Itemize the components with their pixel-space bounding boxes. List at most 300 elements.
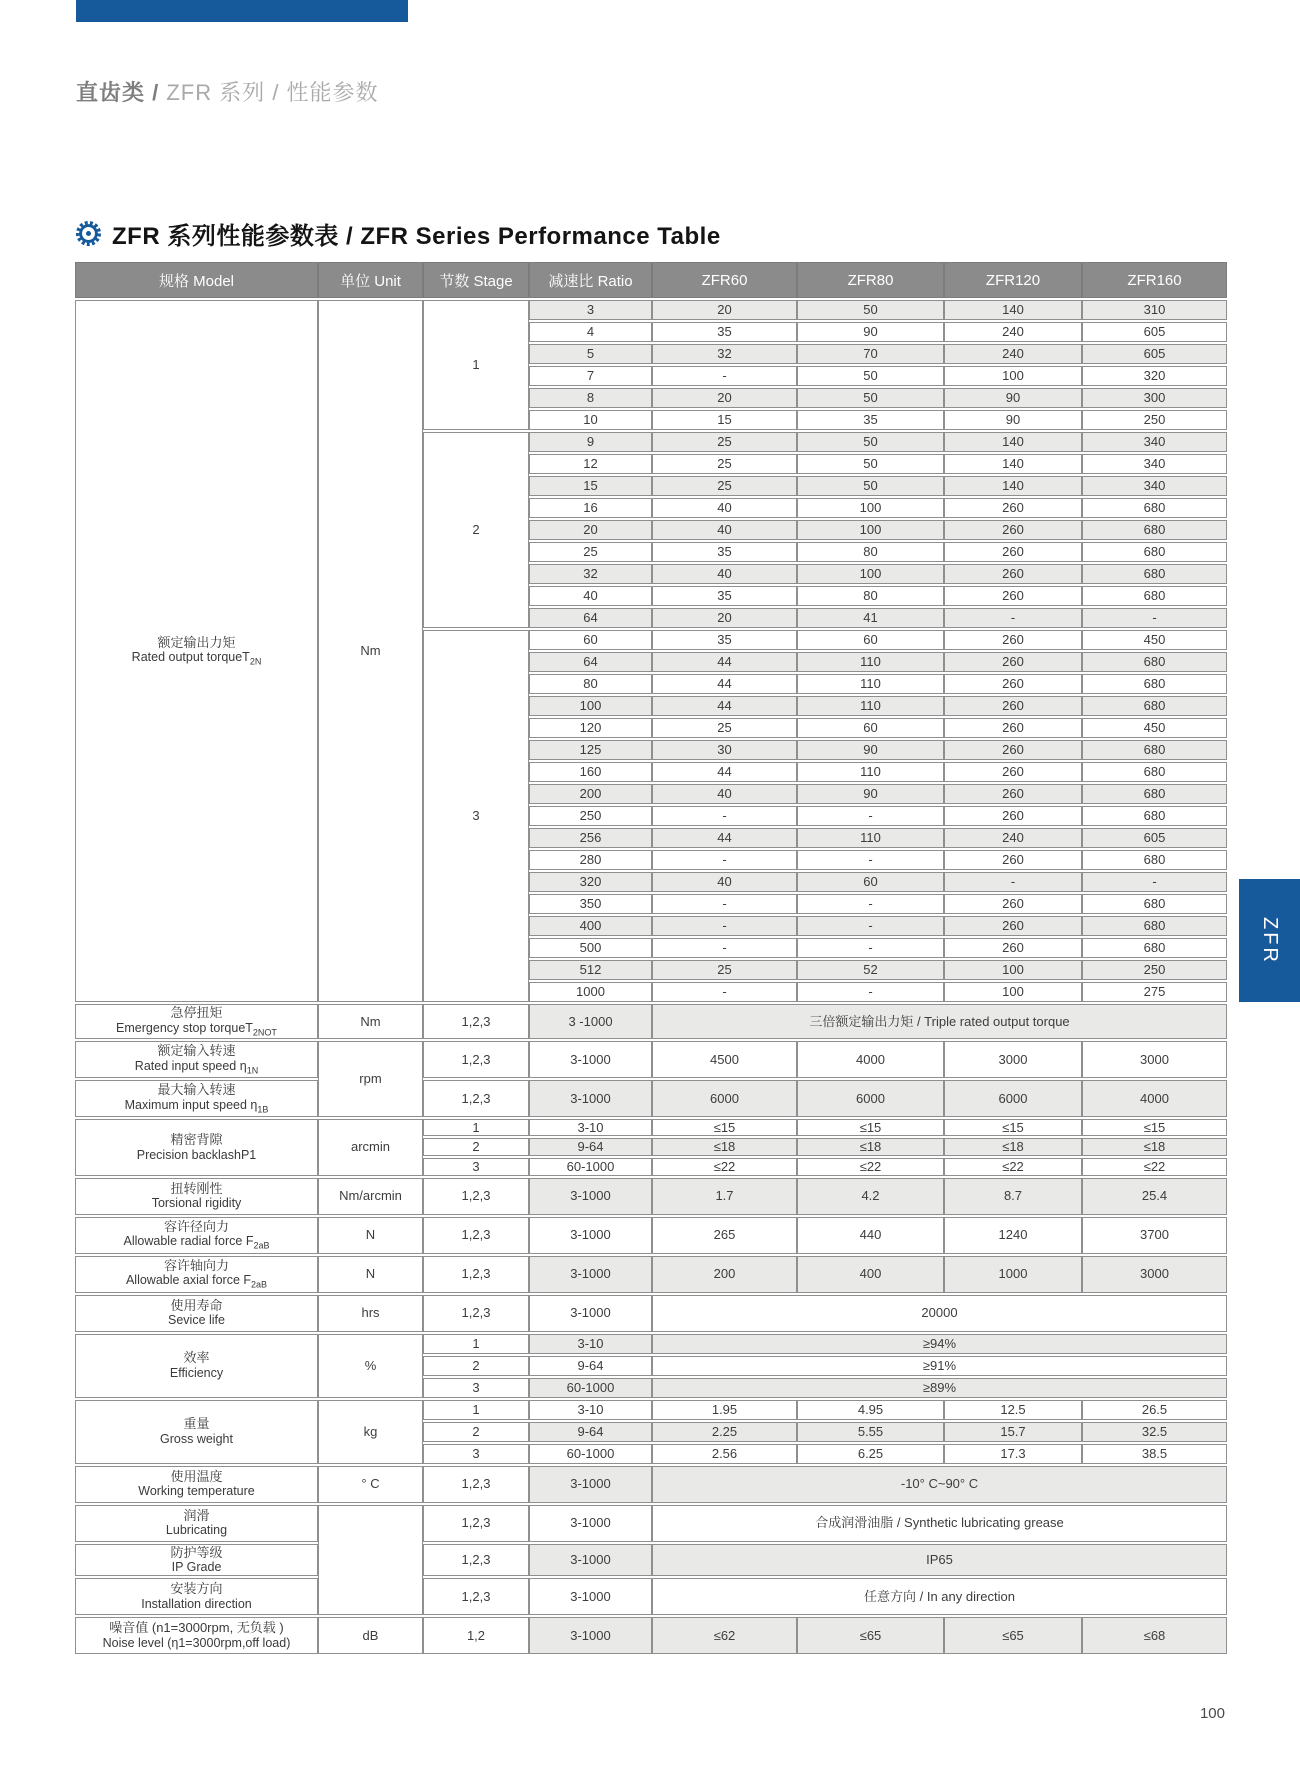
value-cell: 4000 <box>1082 1080 1227 1117</box>
value-cell: ≤15 <box>944 1119 1082 1137</box>
value-cell: 44 <box>652 762 797 782</box>
unit-cell: rpm <box>318 1041 423 1117</box>
value-cell: 35 <box>652 586 797 606</box>
ratio-cell: 32 <box>529 564 652 584</box>
value-cell: 40 <box>652 784 797 804</box>
value-cell: 3700 <box>1082 1217 1227 1254</box>
value-cell: 20 <box>652 300 797 320</box>
page-number: 100 <box>1199 1705 1225 1722</box>
table-row <box>75 1400 1227 1420</box>
ratio-cell: 3-1000 <box>529 1080 652 1117</box>
ratio-cell: 60-1000 <box>529 1444 652 1464</box>
ratio-cell: 40 <box>529 586 652 606</box>
ratio-cell: 25 <box>529 542 652 562</box>
unit-cell: arcmin <box>318 1119 423 1176</box>
value-cell: 44 <box>652 828 797 848</box>
table-row <box>75 1505 1227 1542</box>
ratio-cell: 16 <box>529 498 652 518</box>
value-cell: - <box>944 872 1082 892</box>
stage-cell: 3 <box>423 1158 529 1176</box>
value-cell: 3000 <box>1082 1041 1227 1078</box>
stage-cell: 1 <box>423 1400 529 1420</box>
value-cell: 260 <box>944 784 1082 804</box>
value-cell: 70 <box>797 344 944 364</box>
ratio-cell: 20 <box>529 520 652 540</box>
spec-label-cell: 精密背隙 Precision backlashP1 <box>75 1119 318 1176</box>
ratio-cell: 60-1000 <box>529 1158 652 1176</box>
unit-cell: N <box>318 1256 423 1293</box>
value-cell: 200 <box>652 1256 797 1293</box>
value-cell: 260 <box>944 850 1082 870</box>
ratio-cell: 5 <box>529 344 652 364</box>
value-cell: 50 <box>797 388 944 408</box>
spec-label-cell: 容许轴向力 Allowable axial force $F_{2aB}$ <box>75 1256 318 1293</box>
ratio-cell: 9-64 <box>529 1138 652 1156</box>
value-cell: 32.5 <box>1082 1422 1227 1442</box>
ratio-cell: 512 <box>529 960 652 980</box>
value-cell: 110 <box>797 652 944 672</box>
value-cell: 50 <box>797 300 944 320</box>
ratio-cell: 12 <box>529 454 652 474</box>
value-cell: 90 <box>797 740 944 760</box>
value-cell: 260 <box>944 498 1082 518</box>
value-cell: 110 <box>797 828 944 848</box>
table-row <box>75 1080 1227 1117</box>
stage-cell: 3 <box>423 1378 529 1398</box>
spec-label-cell: 噪音值 (n1=3000rpm, 无负载 ) Noise level (η1=3000rpm,off load) <box>75 1617 318 1654</box>
value-cell: 17.3 <box>944 1444 1082 1464</box>
value-cell: ≤15 <box>652 1119 797 1137</box>
ratio-cell: 200 <box>529 784 652 804</box>
value-cell: 260 <box>944 520 1082 540</box>
value-cell: ≤22 <box>797 1158 944 1176</box>
stage-cell: 1 <box>423 1119 529 1137</box>
value-cell: 110 <box>797 674 944 694</box>
value-cell: 260 <box>944 630 1082 650</box>
value-cell: ≤15 <box>797 1119 944 1137</box>
value-cell: 2.25 <box>652 1422 797 1442</box>
value-cell: 1240 <box>944 1217 1082 1254</box>
value-cell: 35 <box>652 630 797 650</box>
unit-cell: kg <box>318 1400 423 1464</box>
ratio-cell: 3-1000 <box>529 1041 652 1078</box>
table-row <box>75 1041 1227 1078</box>
stage-cell: 1,2,3 <box>423 1080 529 1117</box>
value-cell: 110 <box>797 762 944 782</box>
ratio-cell: 3-1000 <box>529 1617 652 1654</box>
stage-cell: 2 <box>423 1356 529 1376</box>
ratio-cell: 350 <box>529 894 652 914</box>
value-cell: 60 <box>797 718 944 738</box>
value-cell: - <box>652 366 797 386</box>
value-cell: 680 <box>1082 674 1227 694</box>
value-cell: 25 <box>652 718 797 738</box>
value-cell: 340 <box>1082 476 1227 496</box>
value-cell: - <box>652 850 797 870</box>
value-cell: 35 <box>652 542 797 562</box>
value-cell: 140 <box>944 432 1082 452</box>
value-cell: 4.2 <box>797 1178 944 1215</box>
value-cell: 5.55 <box>797 1422 944 1442</box>
value-cell: 680 <box>1082 740 1227 760</box>
merged-value-cell: ≥89% <box>652 1378 1227 1398</box>
ratio-cell: 9 <box>529 432 652 452</box>
value-cell: 680 <box>1082 784 1227 804</box>
value-cell: 40 <box>652 498 797 518</box>
merged-value-cell: 20000 <box>652 1295 1227 1332</box>
table-row <box>75 1004 1227 1039</box>
value-cell: 260 <box>944 718 1082 738</box>
unit-cell: Nm <box>318 300 423 1002</box>
value-cell: 260 <box>944 806 1082 826</box>
ratio-cell: 120 <box>529 718 652 738</box>
value-cell: - <box>797 894 944 914</box>
value-cell: - <box>652 982 797 1002</box>
value-cell: 100 <box>797 520 944 540</box>
ratio-cell: 3-1000 <box>529 1178 652 1215</box>
value-cell: 260 <box>944 674 1082 694</box>
value-cell: ≤22 <box>652 1158 797 1176</box>
unit-cell: hrs <box>318 1295 423 1332</box>
value-cell: 680 <box>1082 586 1227 606</box>
side-tab-label: ZFR <box>1259 916 1281 965</box>
spec-label-cell: 急停扭矩 Emergency stop torqueT$_{2NOT}$ <box>75 1004 318 1039</box>
value-cell: 310 <box>1082 300 1227 320</box>
value-cell: - <box>652 938 797 958</box>
value-cell: ≤18 <box>652 1138 797 1156</box>
value-cell: 8.7 <box>944 1178 1082 1215</box>
spec-label-cell: 容许径向力 Allowable radial force $F_{2aB}$ <box>75 1217 318 1254</box>
gear-icon <box>75 220 102 247</box>
value-cell: 680 <box>1082 696 1227 716</box>
ratio-cell: 3 -1000 <box>529 1004 652 1039</box>
value-cell: 90 <box>944 388 1082 408</box>
ratio-cell: 125 <box>529 740 652 760</box>
value-cell: 41 <box>797 608 944 628</box>
value-cell: 35 <box>652 322 797 342</box>
value-cell: 260 <box>944 938 1082 958</box>
stage-cell: 1,2,3 <box>423 1295 529 1332</box>
value-cell: 12.5 <box>944 1400 1082 1420</box>
value-cell: ≤65 <box>797 1617 944 1654</box>
unit-cell: % <box>318 1334 423 1398</box>
ratio-cell: 10 <box>529 410 652 430</box>
ratio-cell: 3-1000 <box>529 1505 652 1542</box>
table-row <box>75 1256 1227 1293</box>
value-cell: 605 <box>1082 344 1227 364</box>
value-cell: - <box>652 894 797 914</box>
value-cell: 680 <box>1082 564 1227 584</box>
ratio-cell: 15 <box>529 476 652 496</box>
value-cell: 250 <box>1082 410 1227 430</box>
value-cell: 90 <box>797 784 944 804</box>
table-row <box>75 1295 1227 1332</box>
ratio-cell: 3-10 <box>529 1400 652 1420</box>
value-cell: ≤68 <box>1082 1617 1227 1654</box>
value-cell: 140 <box>944 454 1082 474</box>
value-cell: 52 <box>797 960 944 980</box>
value-cell: 6000 <box>797 1080 944 1117</box>
table-row <box>75 1178 1227 1215</box>
value-cell: 100 <box>797 498 944 518</box>
value-cell: 260 <box>944 894 1082 914</box>
value-cell: - <box>944 608 1082 628</box>
value-cell: 450 <box>1082 630 1227 650</box>
side-tab-zfr <box>1239 879 1300 1002</box>
value-cell: 80 <box>797 586 944 606</box>
ratio-cell: 3-10 <box>529 1119 652 1137</box>
value-cell: 25 <box>652 476 797 496</box>
breadcrumb <box>76 76 379 107</box>
merged-value-cell: ≥94% <box>652 1334 1227 1354</box>
value-cell: 4500 <box>652 1041 797 1078</box>
value-cell: 6000 <box>944 1080 1082 1117</box>
value-cell: 340 <box>1082 454 1227 474</box>
value-cell: 90 <box>944 410 1082 430</box>
value-cell: 100 <box>944 366 1082 386</box>
value-cell: 260 <box>944 564 1082 584</box>
stage-cell: 1,2,3 <box>423 1178 529 1215</box>
merged-value-cell: ≥91% <box>652 1356 1227 1376</box>
value-cell: 680 <box>1082 850 1227 870</box>
ratio-cell: 3 <box>529 300 652 320</box>
value-cell: ≤15 <box>1082 1119 1227 1137</box>
value-cell: 50 <box>797 366 944 386</box>
value-cell: 40 <box>652 520 797 540</box>
section-title-row <box>75 216 721 251</box>
stage-cell: 1,2,3 <box>423 1256 529 1293</box>
column-header: 规格 Model <box>75 262 318 298</box>
stage-cell: 1,2,3 <box>423 1544 529 1577</box>
value-cell: ≤62 <box>652 1617 797 1654</box>
value-cell: 260 <box>944 586 1082 606</box>
value-cell: - <box>797 806 944 826</box>
value-cell: 260 <box>944 916 1082 936</box>
ratio-cell: 320 <box>529 872 652 892</box>
value-cell: 260 <box>944 542 1082 562</box>
spec-label-cell: 扭转刚性 Torsional rigidity <box>75 1178 318 1215</box>
stage-cell: 1,2,3 <box>423 1217 529 1254</box>
column-header: ZFR120 <box>944 262 1082 298</box>
unit-cell: Nm <box>318 1004 423 1039</box>
value-cell: 100 <box>797 564 944 584</box>
value-cell: 260 <box>944 696 1082 716</box>
value-cell: 6000 <box>652 1080 797 1117</box>
value-cell: 680 <box>1082 806 1227 826</box>
value-cell: 260 <box>944 740 1082 760</box>
stage-cell: 2 <box>423 1138 529 1156</box>
ratio-cell: 250 <box>529 806 652 826</box>
ratio-cell: 280 <box>529 850 652 870</box>
ratio-cell: 160 <box>529 762 652 782</box>
spec-label-cell: 使用温度 Working temperature <box>75 1466 318 1503</box>
spec-label-cell: 额定输入转速 Rated input speed $\eta_{1N}$ <box>75 1041 318 1078</box>
stage-cell: 2 <box>423 1422 529 1442</box>
ratio-cell: 3-10 <box>529 1334 652 1354</box>
breadcrumb-section: 直齿类 / <box>76 80 160 105</box>
table-row <box>75 1334 1227 1354</box>
value-cell: 44 <box>652 696 797 716</box>
value-cell: 605 <box>1082 828 1227 848</box>
value-cell: 38.5 <box>1082 1444 1227 1464</box>
value-cell: - <box>797 916 944 936</box>
value-cell: 140 <box>944 476 1082 496</box>
value-cell: - <box>797 850 944 870</box>
value-cell: 15.7 <box>944 1422 1082 1442</box>
spec-label-cell: 效率 Efficiency <box>75 1334 318 1398</box>
value-cell: 400 <box>797 1256 944 1293</box>
spec-label-cell: 最大输入转速 Maximum input speed $\eta_{1B}$ <box>75 1080 318 1117</box>
value-cell: 2.56 <box>652 1444 797 1464</box>
value-cell: 3000 <box>944 1041 1082 1078</box>
table-row <box>75 1578 1227 1615</box>
value-cell: 1.7 <box>652 1178 797 1215</box>
value-cell: 240 <box>944 344 1082 364</box>
ratio-cell: 80 <box>529 674 652 694</box>
value-cell: 240 <box>944 828 1082 848</box>
value-cell: - <box>1082 872 1227 892</box>
value-cell: 40 <box>652 872 797 892</box>
value-cell: 20 <box>652 608 797 628</box>
value-cell: 15 <box>652 410 797 430</box>
unit-cell: N <box>318 1217 423 1254</box>
value-cell: 35 <box>797 410 944 430</box>
value-cell: 100 <box>944 960 1082 980</box>
ratio-cell: 3-1000 <box>529 1578 652 1615</box>
ratio-cell: 3-1000 <box>529 1217 652 1254</box>
value-cell: ≤18 <box>1082 1138 1227 1156</box>
column-header: ZFR80 <box>797 262 944 298</box>
spec-label-cell: 润滑 Lubricating <box>75 1505 318 1542</box>
stage-cell: 3 <box>423 630 529 1002</box>
value-cell: ≤18 <box>797 1138 944 1156</box>
value-cell: 680 <box>1082 520 1227 540</box>
value-cell: 80 <box>797 542 944 562</box>
unit-cell: dB <box>318 1617 423 1654</box>
ratio-cell: 9-64 <box>529 1422 652 1442</box>
spec-label-cell: 防护等级 IP Grade <box>75 1544 318 1577</box>
value-cell: 44 <box>652 652 797 672</box>
value-cell: 680 <box>1082 762 1227 782</box>
value-cell: 40 <box>652 564 797 584</box>
value-cell: 320 <box>1082 366 1227 386</box>
value-cell: 100 <box>944 982 1082 1002</box>
header-accent-bar <box>76 0 408 22</box>
table-row <box>75 1217 1227 1254</box>
value-cell: ≤65 <box>944 1617 1082 1654</box>
value-cell: 680 <box>1082 542 1227 562</box>
ratio-cell: 64 <box>529 652 652 672</box>
stage-cell: 1,2,3 <box>423 1041 529 1078</box>
value-cell: 50 <box>797 432 944 452</box>
breadcrumb-path: ZFR 系列 / 性能参数 <box>159 80 379 105</box>
ratio-cell: 256 <box>529 828 652 848</box>
value-cell: ≤22 <box>1082 1158 1227 1176</box>
value-cell: 240 <box>944 322 1082 342</box>
ratio-cell: 1000 <box>529 982 652 1002</box>
stage-cell: 2 <box>423 432 529 628</box>
table-row <box>75 1544 1227 1577</box>
value-cell: 6.25 <box>797 1444 944 1464</box>
column-header: ZFR60 <box>652 262 797 298</box>
merged-value-cell: 合成润滑油脂 / Synthetic lubricating grease <box>652 1505 1227 1542</box>
unit-cell <box>318 1505 423 1616</box>
value-cell: 340 <box>1082 432 1227 452</box>
value-cell: 50 <box>797 476 944 496</box>
value-cell: 50 <box>797 454 944 474</box>
value-cell: 260 <box>944 762 1082 782</box>
value-cell: 110 <box>797 696 944 716</box>
stage-cell: 1,2,3 <box>423 1578 529 1615</box>
unit-cell: ° C <box>318 1466 423 1503</box>
stage-cell: 3 <box>423 1444 529 1464</box>
page-title: ZFR 系列性能参数表 / ZFR Series Performance Table <box>112 223 721 250</box>
stage-cell: 1,2,3 <box>423 1466 529 1503</box>
value-cell: 275 <box>1082 982 1227 1002</box>
value-cell: 680 <box>1082 652 1227 672</box>
merged-value-cell: 任意方向 / In any direction <box>652 1578 1227 1615</box>
value-cell: - <box>797 938 944 958</box>
ratio-cell: 3-1000 <box>529 1295 652 1332</box>
value-cell: - <box>652 916 797 936</box>
value-cell: 680 <box>1082 938 1227 958</box>
value-cell: 140 <box>944 300 1082 320</box>
ratio-cell: 400 <box>529 916 652 936</box>
value-cell: 20 <box>652 388 797 408</box>
stage-cell: 1,2 <box>423 1617 529 1654</box>
stage-cell: 1 <box>423 300 529 430</box>
value-cell: 440 <box>797 1217 944 1254</box>
table-row <box>75 1119 1227 1137</box>
value-cell: 4000 <box>797 1041 944 1078</box>
table-header-row <box>75 262 1227 298</box>
value-cell: 90 <box>797 322 944 342</box>
ratio-cell: 60 <box>529 630 652 650</box>
stage-cell: 1 <box>423 1334 529 1354</box>
ratio-cell: 64 <box>529 608 652 628</box>
value-cell: 25 <box>652 432 797 452</box>
value-cell: 25 <box>652 960 797 980</box>
ratio-cell: 8 <box>529 388 652 408</box>
value-cell: 250 <box>1082 960 1227 980</box>
value-cell: ≤22 <box>944 1158 1082 1176</box>
value-cell: ≤18 <box>944 1138 1082 1156</box>
column-header: 单位 Unit <box>318 262 423 298</box>
table-row <box>75 300 1227 320</box>
merged-value-cell: 三倍额定输出力矩 / Triple rated output torque <box>652 1004 1227 1039</box>
value-cell: 25.4 <box>1082 1178 1227 1215</box>
stage-cell: 1,2,3 <box>423 1004 529 1039</box>
ratio-cell: 3-1000 <box>529 1544 652 1577</box>
value-cell: 44 <box>652 674 797 694</box>
spec-label-cell: 额定输出力矩 Rated output torqueT$_{2N}$ <box>75 300 318 1002</box>
value-cell: 30 <box>652 740 797 760</box>
value-cell: 26.5 <box>1082 1400 1227 1420</box>
value-cell: 4.95 <box>797 1400 944 1420</box>
spec-label-cell: 使用寿命 Sevice life <box>75 1295 318 1332</box>
merged-value-cell: -10° C~90° C <box>652 1466 1227 1503</box>
value-cell: 605 <box>1082 322 1227 342</box>
value-cell: 260 <box>944 652 1082 672</box>
value-cell: 3000 <box>1082 1256 1227 1293</box>
value-cell: - <box>797 982 944 1002</box>
value-cell: 60 <box>797 630 944 650</box>
unit-cell: Nm/arcmin <box>318 1178 423 1215</box>
ratio-cell: 3-1000 <box>529 1256 652 1293</box>
value-cell: 680 <box>1082 894 1227 914</box>
value-cell: 450 <box>1082 718 1227 738</box>
column-header: 节数 Stage <box>423 262 529 298</box>
